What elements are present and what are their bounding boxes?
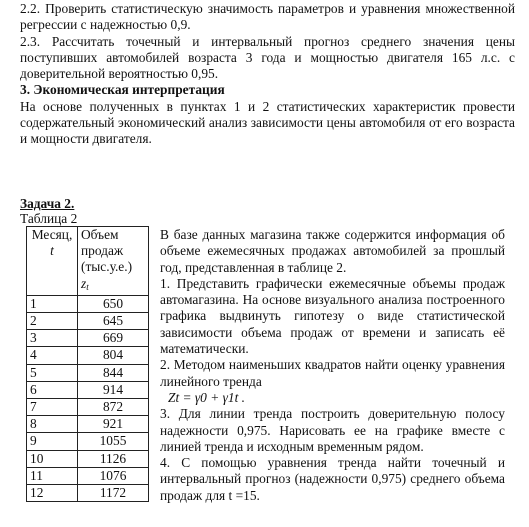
month-cell: 2: [27, 313, 78, 330]
task-2-title: Задача 2.: [20, 196, 75, 211]
sales-table: [26, 226, 149, 502]
sales-cell: 914: [78, 381, 149, 398]
sales-cell: 1126: [78, 450, 149, 467]
previous-task-section: [20, 1, 515, 148]
month-cell: 5: [27, 364, 78, 381]
table-row: [27, 485, 149, 502]
task-2-description: [160, 227, 505, 504]
table-row: [27, 433, 149, 450]
table-row: [27, 295, 149, 312]
month-cell: 12: [27, 485, 78, 502]
table-row: [27, 467, 149, 484]
table-row: [27, 330, 149, 347]
month-cell: 10: [27, 450, 78, 467]
table-caption: Таблица 2: [20, 211, 78, 226]
sales-cell: 650: [78, 295, 149, 312]
sales-cell: 645: [78, 313, 149, 330]
task-intro: В базе данных магазина также содержится информация об объеме ежемесячных продажах автомобилей за прошлый год, представленная в таблице 2.: [160, 227, 505, 275]
table-header-row: [27, 227, 149, 296]
sales-cell: 921: [78, 416, 149, 433]
sales-cell: 1172: [78, 485, 149, 502]
section-heading-economic: 3. Экономическая интерпретация: [20, 82, 225, 98]
item-2-3: 2.3. Рассчитать точечный и интервальный прогноз среднего значения цены поступивших автомобилей возраста 3 года и мощностью двигателя 165 л.с. с доверительной вероятностью 0,95.: [20, 33, 515, 82]
sales-cell: 804: [78, 347, 149, 364]
item-2-2: 2.2. Проверить статистическую значимость параметров и уравнения множественной регрессии с надежностью 0,9.: [20, 1, 515, 33]
table-row: [27, 416, 149, 433]
month-cell: 3: [27, 330, 78, 347]
table-row: [27, 381, 149, 398]
table-row: [27, 313, 149, 330]
table-row: [27, 347, 149, 364]
month-cell: 8: [27, 416, 78, 433]
task-item-1: 1. Представить графически ежемесячные объемы продаж автомагазина. На основе визуального анализа построенного графика выдвинуть гипотезу о виде статистической зависимости объема продаж от времени и записать её математически.: [160, 275, 505, 357]
trend-formula: Zt = γ0 + γ1t .: [168, 389, 245, 405]
table-row: [27, 399, 149, 416]
month-cell: 1: [27, 295, 78, 312]
sales-cell: 669: [78, 330, 149, 347]
month-cell: 6: [27, 381, 78, 398]
sales-header: Объем продаж (тыс.у.е.) $z_t$: [78, 227, 149, 296]
task-item-3: 3. Для линии тренда построить доверительную полосу надежности 0,975. Нарисовать ее на графике вместе с линией тренда и исходным временным рядом.: [160, 406, 505, 454]
table-body: [27, 295, 149, 501]
sales-cell: 1076: [78, 467, 149, 484]
table-row: [27, 450, 149, 467]
section-economic-text: На основе полученных в пунктах 1 и 2 статистических характеристик провести содержательный экономический анализ зависимости цены автомобиля от его возраста и мощности двигателя.: [20, 98, 515, 147]
task-item-2: 2. Методом наименьших квадратов найти оценку уравнения линейного тренда: [160, 357, 505, 389]
month-cell: 7: [27, 399, 78, 416]
month-cell: 11: [27, 467, 78, 484]
month-header: Месяц, t: [27, 227, 78, 296]
month-cell: 4: [27, 347, 78, 364]
table-row: [27, 364, 149, 381]
sales-cell: 844: [78, 364, 149, 381]
month-cell: 9: [27, 433, 78, 450]
sales-cell: 1055: [78, 433, 149, 450]
sales-cell: 872: [78, 399, 149, 416]
task-item-4: 4. С помощью уравнения тренда найти точечный и интервальный прогноз (надежности 0,975) среднего объема продаж для t =15.: [160, 455, 505, 503]
